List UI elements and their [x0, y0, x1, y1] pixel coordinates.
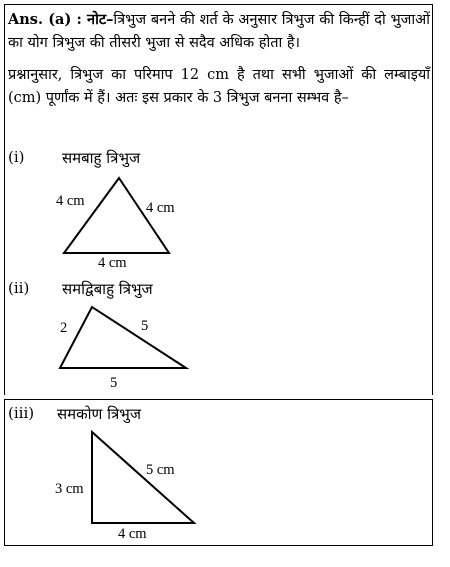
note-text: त्रिभुज बनने की शर्त के अनुसार त्रिभुज की किन्हीं दो भुजाओं का योग त्रिभुज की तीसरी भुजा से सदैव अधिक होता है। [8, 12, 430, 51]
triangle-3-caption: समकोण त्रिभुज [57, 405, 141, 423]
isosceles-triangle [60, 307, 186, 368]
triangle-2-long-side: 5 [141, 318, 149, 334]
triangle-1-left-side: 4 cm [56, 193, 85, 209]
triangle-2-label: (ii) [8, 279, 30, 297]
triangle-1-label: (i) [8, 148, 25, 166]
triangle-3-base: 4 cm [118, 526, 147, 542]
triangle-3-vertical-side: 3 cm [55, 481, 84, 497]
triangle-1-base: 4 cm [98, 255, 127, 271]
triangle-2-base: 5 [110, 375, 118, 391]
triangle-2-short-side: 2 [60, 320, 68, 336]
right-triangle [92, 432, 194, 523]
triangle-2-caption: समद्विबाहु त्रिभुज [62, 280, 153, 298]
answer-label: Ans. (a) : नोट– [8, 11, 114, 28]
statement-paragraph: प्रश्नानुसार, त्रिभुज का परिमाप 12 cm है तथा सभी भुजाओं की लम्बाइयाँ (cm) पूर्णांक में हैं। अतः इस प्रकार के 3 त्रिभुज बनना सम्भव है– [8, 67, 430, 106]
triangle-3-label: (iii) [8, 404, 35, 422]
triangle-3-hypotenuse: 5 cm [146, 462, 175, 478]
equilateral-triangle [64, 178, 169, 253]
triangle-1-right-side: 4 cm [146, 200, 175, 216]
triangle-1-caption: समबाहु त्रिभुज [62, 149, 141, 167]
